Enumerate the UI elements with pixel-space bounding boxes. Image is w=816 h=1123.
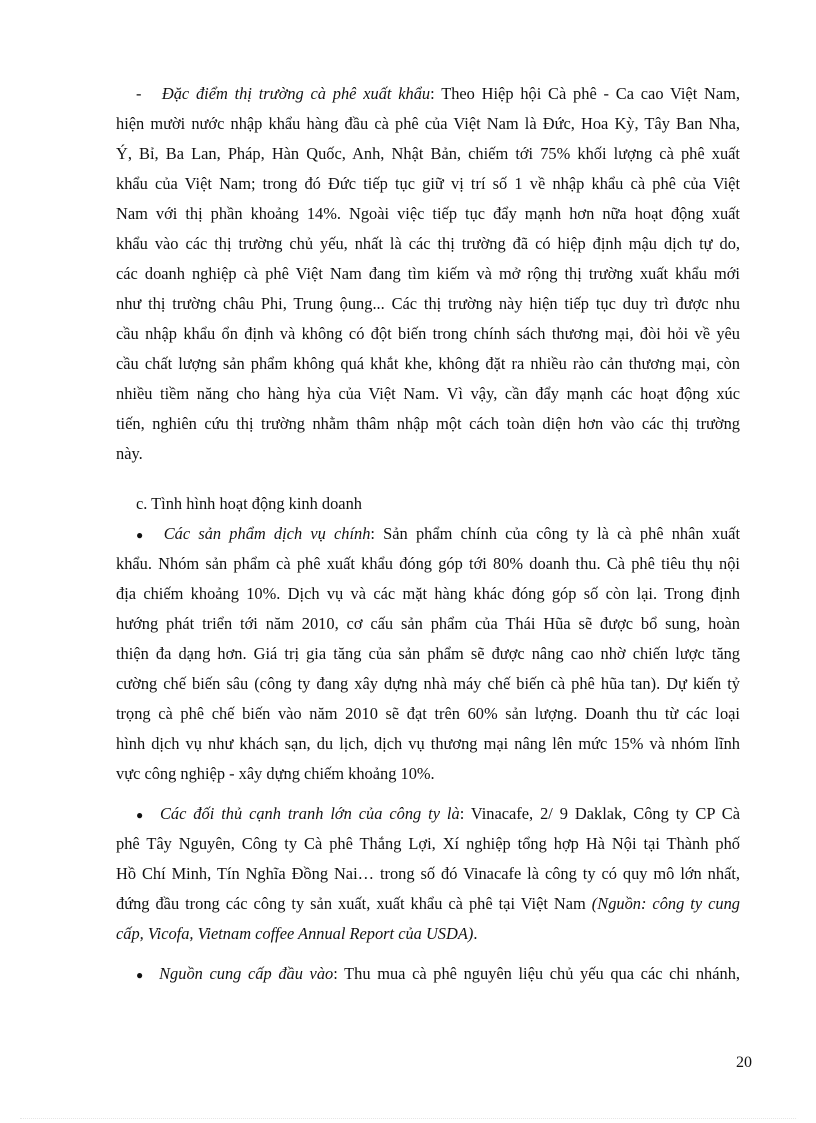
bullet1-line: hình dịch vụ như khách sạn, du lịch, dịch vụ thương mại nâng lên mức 15% và nhóm lĩnh bbox=[116, 734, 740, 753]
para1-first-line: - Đặc điểm thị trường cà phê xuất khẩu: Theo Hiệp hội Cà phê - Ca cao Việt Nam, bbox=[136, 84, 740, 103]
bullet1-line: khẩu. Nhóm sản phẩm cà phê xuất khẩu đóng góp tới 80% doanh thu. Cà phê tiêu thụ nội bbox=[116, 554, 740, 573]
para1-first-line-text: Theo Hiệp hội Cà phê - Ca cao Việt Nam, bbox=[441, 84, 740, 103]
bullet1-line: vực công nghiệp - xây dựng chiếm khoảng 10%. bbox=[116, 764, 435, 783]
bullet-icon: ● bbox=[136, 528, 148, 542]
para1-line: này. bbox=[116, 444, 143, 463]
para1-italic-label: Đặc điểm thị trường cà phê xuất khẩu bbox=[161, 84, 431, 103]
bullet3-first-line bbox=[136, 964, 740, 985]
bullet2-line: phê Tây Nguyên, Công ty Cà phê Thắng Lợi, Xí nghiệp tổng hợp Hà Nội tại Thành phố bbox=[116, 834, 740, 853]
dash-marker: - bbox=[136, 84, 142, 103]
bullet2-label: Các đối thủ cạnh tranh lớn của công ty là bbox=[159, 804, 460, 823]
bullet1-first-line bbox=[136, 524, 740, 545]
para1-line: nhiều tiềm năng cho hàng hỳa của Việt Nam. Vì vậy, cần đẩy mạnh các hoạt động xúc bbox=[116, 384, 740, 403]
source-citation: cấp, Vicofa, Vietnam coffee Annual Report của USDA) bbox=[116, 924, 474, 943]
para1-line: cầu nhập khẩu ổn định và không có đột biến trong chính sách thương mại, đòi hỏi về yêu bbox=[116, 324, 740, 343]
bullet2-line: cấp, Vicofa, Vietnam coffee Annual Report của USDA). bbox=[116, 924, 478, 943]
bullet3-first-line-text: : Thu mua cà phê nguyên liệu chủ yếu qua các chi nhánh, bbox=[333, 964, 740, 983]
bullet1-label: Các sản phẩm dịch vụ chính bbox=[163, 524, 371, 543]
para1-line: như thị trường châu Phi, Trung ộung... Các thị trường này hiện tiếp tục duy trì được nhu bbox=[116, 294, 740, 313]
bullet2-line: Hồ Chí Minh, Tín Nghĩa Đồng Nai… trong số đó Vinacafe là công ty có quy mô lớn nhất, bbox=[116, 864, 740, 883]
bullet1-line: hướng phát triển tới năm 2010, cơ cấu sản phẩm của Thái Hũa sẽ được bổ sung, hoàn bbox=[116, 614, 740, 633]
para1-line: khẩu vào các thị trường chủ yếu, nhất là các thị trường đã có hiệp định mậu dịch tự do, bbox=[116, 234, 740, 253]
bullet1-first-line-text: : Sản phẩm chính của công ty là cà phê nhân xuất bbox=[370, 524, 741, 543]
para1-line: các doanh nghiệp cà phê Việt Nam đang tìm kiếm và mở rộng thị trường xuất khẩu mới bbox=[116, 264, 740, 283]
para1-line: hiện mười nước nhập khẩu hàng đầu cà phê của Việt Nam là Đức, Hoa Kỳ, Tây Ban Nha, bbox=[116, 114, 740, 133]
bullet1-line: cường chế biến sâu (công ty đang xây dựng nhà máy chế biến cà phê hũa tan). Dự kiến tỷ bbox=[116, 674, 740, 693]
source-citation: (Nguồn: công ty cung bbox=[591, 894, 740, 913]
bullet-icon: ● bbox=[136, 808, 147, 822]
para1-line: Nam với thị phần khoảng 14%. Ngoài việc tiếp tục đẩy mạnh hơn nữa hoạt động xuất bbox=[116, 204, 740, 223]
section-heading: c. Tình hình hoạt động kinh doanh bbox=[136, 494, 362, 513]
para1-line: Ý, Bỉ, Ba Lan, Pháp, Hàn Quốc, Anh, Nhật Bản, chiếm tới 75% khối lượng cà phê xuất bbox=[116, 144, 740, 163]
bullet1-line: trọng cà phê chế biến vào năm 2010 sẽ đạt trên 60% sản lượng. Doanh thu từ các loại bbox=[116, 704, 740, 723]
bullet1-line: địa chiếm khoảng 10%. Dịch vụ và các mặt hàng khác đóng góp số còn lại. Trong định bbox=[116, 584, 740, 603]
para1-line: khẩu của Việt Nam; trong đó Đức tiếp tục giữ vị trí số 1 về nhập khẩu cà phê của Việt bbox=[116, 174, 740, 193]
bullet2-first-line-text: : Vinacafe, 2/ 9 Daklak, Công ty CP Cà bbox=[459, 804, 740, 823]
bullet3-label: Nguồn cung cấp đầu vào bbox=[159, 964, 334, 983]
bullet2-first-line bbox=[136, 804, 740, 825]
para1-line: cầu chất lượng sản phẩm không quá khắt khe, không đặt ra nhiều rào cản thương mại, còn bbox=[116, 354, 740, 373]
bullet-icon: ● bbox=[136, 968, 146, 982]
bullet2-line: đứng đầu trong các công ty sản xuất, xuất khẩu cà phê tại Việt Nam (Nguồn: công ty cung bbox=[116, 894, 740, 913]
bullet1-line: thiện đa dạng hơn. Giá trị gia tăng của sản phẩm sẽ được nâng cao nhờ chiến lược tăng bbox=[116, 644, 740, 663]
page-edge-divider bbox=[20, 1118, 796, 1119]
para1-line: tiến, nghiên cứu thị trường nhằm thâm nhập một cách toàn diện hơn vào các thị trường bbox=[116, 414, 740, 433]
page-number: 20 bbox=[736, 1054, 752, 1071]
